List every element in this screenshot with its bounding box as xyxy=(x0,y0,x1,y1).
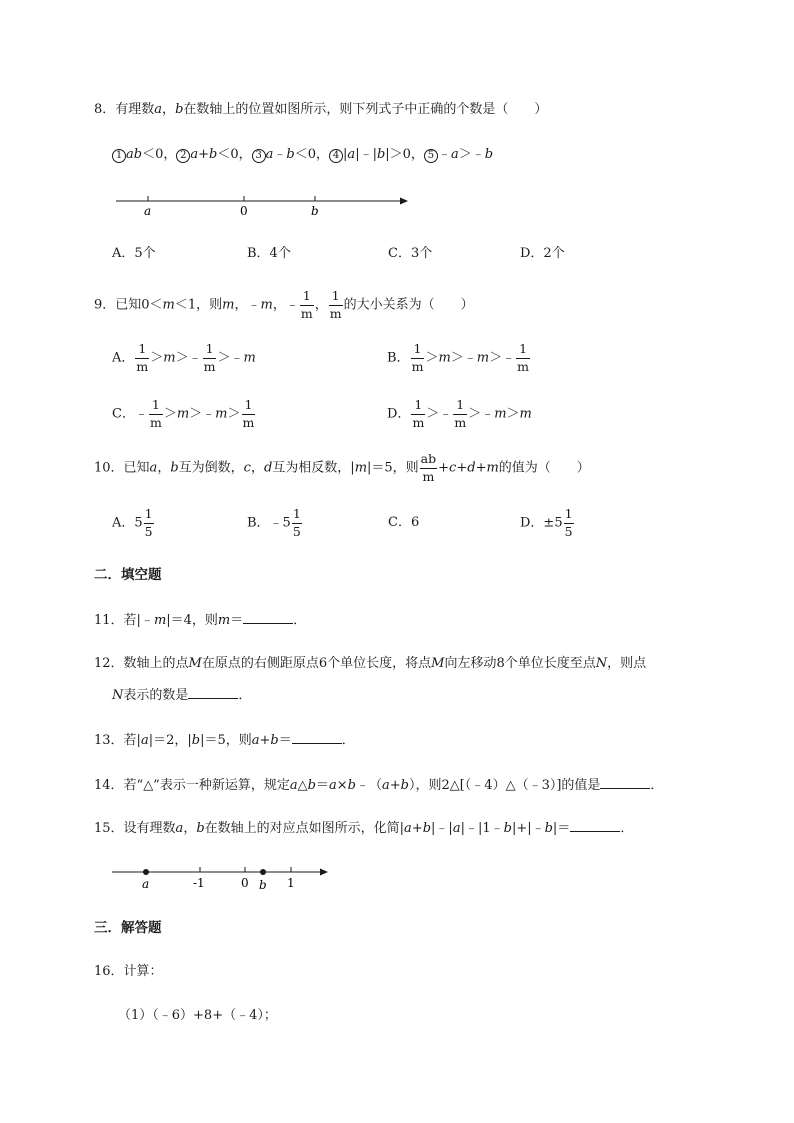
q15-axis-arrow-icon xyxy=(320,869,328,876)
q12-answer-blank[interactable] xyxy=(188,684,238,699)
q13: 13．若|a|＝2，|b|＝5，则a+b＝ ． xyxy=(94,729,355,751)
q15-label-one: 1 xyxy=(287,876,295,890)
q9-option-a[interactable]: A． $\frac{1}{m}$ ＞m＞﹣ $\frac{1}{m}$ ＞﹣m xyxy=(112,341,256,374)
q15-answer-blank[interactable] xyxy=(570,817,620,832)
q10-option-d[interactable]: D．±5 $\frac{1}{5}$ xyxy=(520,506,573,539)
q10-stem: 10．已知a，b互为倒数，c，d互为相反数，|m|＝5，则 $\frac{ab}{m}$ +c+d+m的值为（ ） xyxy=(94,451,590,484)
section-solve-title: 三．解答题 xyxy=(94,920,162,936)
q16-part1: （1）（﹣6）+8+（﹣4）； xyxy=(118,1008,277,1023)
q8-option-a[interactable]: A．5个 xyxy=(112,246,156,261)
q9-option-c[interactable]: C．﹣ $\frac{1}{m}$ ＞m＞﹣m＞ $\frac{1}{m}$ xyxy=(112,397,255,430)
q8-label-a: a xyxy=(144,204,152,218)
q14: 14．若“△”表示一种新运算，规定a△b＝a×b﹣（a+b），则2△[（﹣4）△（﹣3）]的值是 ． xyxy=(94,774,663,796)
q12-line2: N表示的数是 ． xyxy=(112,684,251,706)
q14-answer-blank[interactable] xyxy=(600,774,650,789)
q11-answer-blank[interactable] xyxy=(243,609,293,624)
q10-option-a[interactable]: A．5 $\frac{1}{5}$ xyxy=(112,506,153,539)
q8-option-b[interactable]: B．4个 xyxy=(247,246,291,261)
q9-stem: 9．已知0＜m＜1，则m，﹣m，﹣ $\frac{1}{m}$ ， $\frac{1}{m}$ 的大小关系为（ ） xyxy=(94,288,474,321)
q11: 11．若|﹣m|＝4，则m＝ ． xyxy=(94,609,306,631)
q15-label-zero: 0 xyxy=(241,876,249,890)
q15-label-a: a xyxy=(142,877,150,891)
q15-stem: 15．设有理数a，b在数轴上的对应点如图所示，化简|a+b|﹣|a|﹣|1﹣b|+|﹣b|＝ ． xyxy=(94,817,633,839)
q15-label-neg1: -1 xyxy=(193,876,205,890)
q9-option-b[interactable]: B． $\frac{1}{m}$ ＞m＞﹣m＞﹣ $\frac{1}{m}$ xyxy=(387,341,529,374)
q8-label-b: b xyxy=(311,204,319,218)
q8-label-zero: 0 xyxy=(240,204,248,218)
q15-point-a xyxy=(143,869,149,875)
section-fill-in-title: 二．填空题 xyxy=(94,567,162,583)
q16-stem: 16．计算： xyxy=(94,964,163,979)
q13-answer-blank[interactable] xyxy=(292,729,342,744)
q8-statements: 1 ab＜0， 2 a+b＜0， 3 a﹣b＜0， 4 |a|﹣|b|＞0， 5 ﹣a＞﹣b xyxy=(112,145,493,165)
q9-option-d[interactable]: D． $\frac{1}{m}$ ＞﹣ $\frac{1}{m}$ ＞﹣m＞m xyxy=(387,397,532,430)
q8-option-d[interactable]: D．2个 xyxy=(520,246,565,261)
q15-number-line xyxy=(108,860,333,894)
q8-number-line xyxy=(110,188,415,224)
q8-stem: 8．有理数a，b在数轴上的位置如图所示，则下列式子中正确的个数是（ ） xyxy=(94,102,548,117)
q12-line1: 12．数轴上的点M在原点的右侧距原点6个单位长度，将点M向左移动8个单位长度至点N，则点 xyxy=(94,656,647,671)
q10-option-b[interactable]: B．﹣5 $\frac{1}{5}$ xyxy=(247,506,301,539)
q8-option-c[interactable]: C．3个 xyxy=(388,246,433,261)
q15-label-b: b xyxy=(259,878,267,892)
q8-axis-arrow-icon xyxy=(400,198,408,205)
q10-option-c[interactable]: C．6 xyxy=(388,515,420,530)
q15-point-b xyxy=(260,869,266,875)
